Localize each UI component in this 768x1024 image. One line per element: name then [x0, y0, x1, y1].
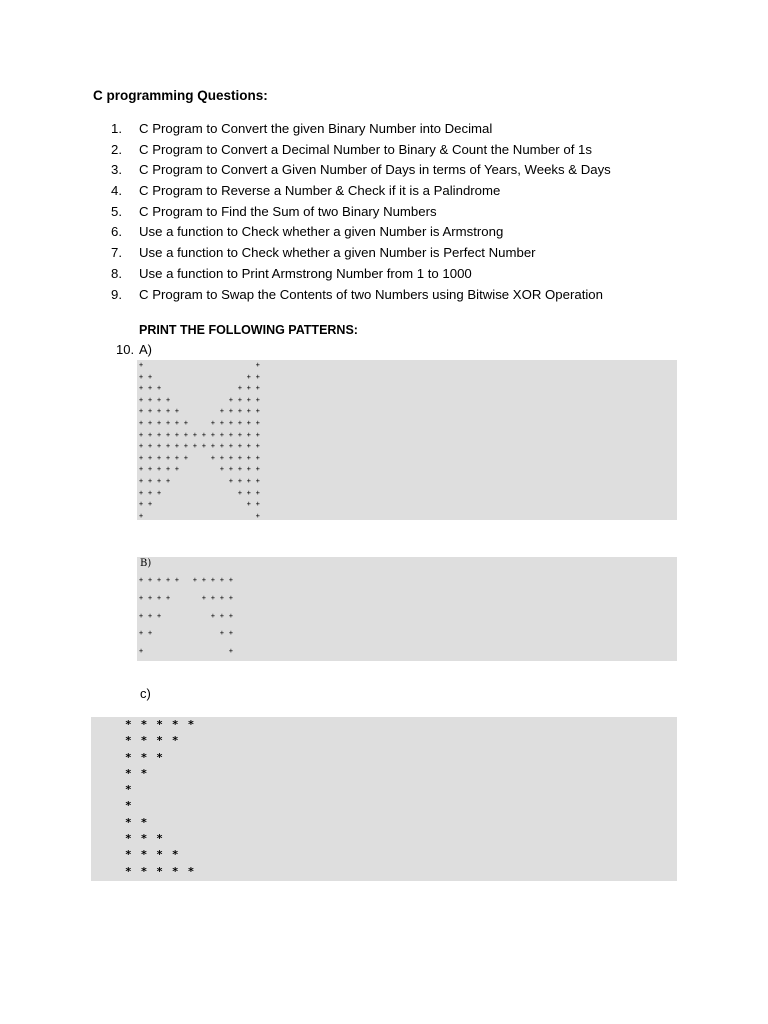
question-text: C Program to Convert a Given Number of Days in terms of Years, Weeks & Days [139, 162, 611, 178]
question-number: 9. [111, 286, 122, 302]
patterns-heading: PRINT THE FOLLOWING PATTERNS: [139, 323, 358, 337]
pattern-b: + + + + + + + + + + + + + + + + + + + + + + + + + + + + + + [139, 576, 234, 656]
question-text: Use a function to Check whether a given Number is Perfect Number [139, 245, 536, 261]
question-text: C Program to Convert the given Binary Number into Decimal [139, 121, 493, 136]
question-text: C Program to Reverse a Number & Check if it is a Palindrome [139, 183, 501, 199]
item-10-number: 10. [116, 342, 135, 357]
pattern-c-label: c) [140, 686, 151, 701]
question-number: 3. [111, 162, 122, 178]
question-number: 6. [111, 224, 122, 240]
pattern-a: + + + + + + + + + + + + + + + + + + + + + + + + + + + + + + + + + + + + + + + + + + + + + + + + + + + + + + + + + + + + + + + + + + + + + + + + + + + + + + + + + + + + + + + + + + + + + + + + + + + + + + + + + + + + + + + + [139, 361, 261, 520]
question-text: C Program to Swap the Contents of two Numbers using Bitwise XOR Operation [139, 286, 603, 302]
question-number: 7. [111, 245, 122, 261]
question-number: 5. [111, 203, 122, 219]
question-text: C Program to Convert a Decimal Number to Binary & Count the Number of 1s [139, 141, 592, 157]
question-number: 4. [111, 183, 122, 199]
page-heading: C programming Questions: [93, 88, 268, 103]
question-text: C Program to Find the Sum of two Binary Numbers [139, 203, 437, 219]
question-number: 2. [111, 141, 122, 157]
question-text: Use a function to Print Armstrong Number from 1 to 1000 [139, 265, 472, 281]
pattern-a-label: A) [139, 342, 152, 357]
question-number: 1. [111, 121, 122, 136]
pattern-c: * * * * * * * * * * * * * * * * * * * * * * * * * * * * * * [125, 718, 196, 878]
question-text: Use a function to Check whether a given Number is Armstrong [139, 224, 504, 240]
pattern-b-label: B) [140, 558, 152, 569]
question-number: 8. [111, 265, 122, 281]
